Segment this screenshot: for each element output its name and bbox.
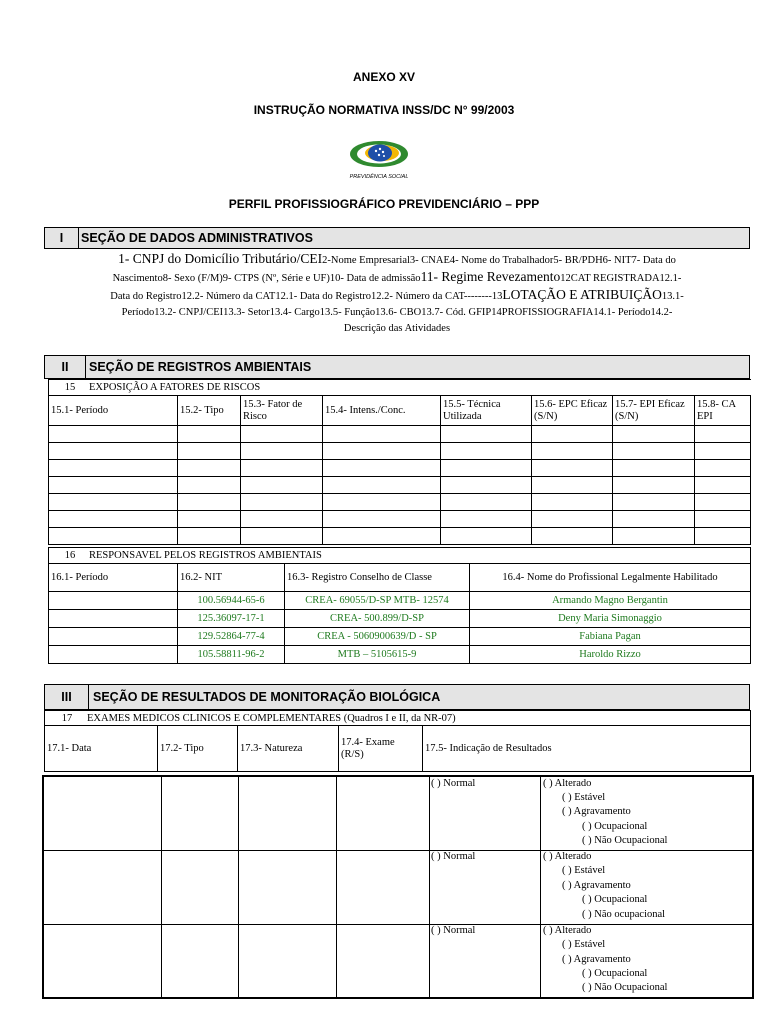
- group-17-row: [45, 711, 751, 726]
- responsible-nome: Deny Maria Simonaggio: [470, 610, 751, 628]
- responsible-row: [49, 592, 751, 610]
- exposure-row: [49, 494, 751, 511]
- col-17-1: 17.1- Data: [45, 726, 158, 772]
- col-15-3: 15.3- Fator de Risco: [241, 396, 323, 426]
- checkbox-normal[interactable]: ( ) Normal: [431, 851, 476, 862]
- col-15-6: 15.6- EPC Eficaz (S/N): [532, 396, 613, 426]
- administrative-fields-text: [44, 251, 750, 337]
- form-title: PERFIL PROFISSIOGRÁFICO PREVIDENCIÁRIO – PPP: [228, 197, 540, 211]
- col-15-7: 15.7- EPI Eficaz (S/N): [613, 396, 695, 426]
- group-16-number: 16: [64, 550, 76, 561]
- previdencia-social-logo: [338, 134, 420, 184]
- admin-fields-line-1: 2-Nome Empresarial3- CNAE4- Nome do Trabalhador5- BR/PDH6- NIT7- Data do: [322, 255, 676, 266]
- col-15-1: 15.1- Período: [49, 396, 178, 426]
- exposure-row: [49, 511, 751, 528]
- admin-fields-line-3-tail: 13.1-: [661, 291, 684, 302]
- exposure-row: [49, 528, 751, 545]
- annex-title: ANEXO XV: [352, 70, 415, 84]
- section-3-title: SEÇÃO DE RESULTADOS DE MONITORAÇÃO BIOLÓGICA: [93, 690, 441, 704]
- checkbox-ocupacional[interactable]: ( ) Ocupacional: [582, 968, 648, 979]
- normative-instruction-title: INSTRUÇÃO NORMATIVA INSS/DC N° 99/2003: [253, 103, 515, 117]
- col-15-4: 15.4- Intens./Conc.: [323, 396, 441, 426]
- checkbox-agravamento[interactable]: ( ) Agravamento: [562, 880, 631, 891]
- col-17-5: 17.5- Indicação de Resultados: [423, 726, 751, 772]
- col-15-8: 15.8- CA EPI: [695, 396, 751, 426]
- admin-field-cnpj: 1- CNPJ do Domicílio Tributário/CEI: [118, 251, 323, 266]
- checkbox-estavel[interactable]: ( ) Estável: [562, 792, 606, 803]
- exposure-header-row: [49, 396, 751, 426]
- checkbox-normal[interactable]: ( ) Normal: [431, 778, 476, 789]
- responsible-registro: CREA - 5060900639/D - SP: [285, 628, 470, 646]
- section-1-header: [44, 227, 750, 249]
- checkbox-normal[interactable]: ( ) Normal: [431, 925, 476, 936]
- exposure-row: [49, 443, 751, 460]
- col-15-2: 15.2- Tipo: [178, 396, 241, 426]
- checkbox-alterado[interactable]: ( ) Alterado: [543, 851, 592, 862]
- admin-fields-line-2: Nascimento8- Sexo (F/M)9- CTPS (Nº, Série e UF)10- Data de admissão: [112, 273, 421, 284]
- admin-field-lotacao: LOTAÇÃO E ATRIBUIÇÃO: [502, 287, 662, 302]
- group-15-row: [49, 380, 751, 396]
- group-17-number: 17: [61, 712, 73, 724]
- checkbox-ocupacional[interactable]: ( ) Ocupacional: [582, 894, 648, 905]
- checkbox-nao-ocupacional[interactable]: ( ) Não Ocupacional: [582, 835, 668, 846]
- group-17-title: EXAMES MEDICOS CLINICOS E COMPLEMENTARES (Quadros I e II, da NR-07): [87, 712, 456, 724]
- admin-fields-line-5: Descrição das Atividades: [343, 323, 451, 334]
- biological-exams-header-table: [44, 710, 751, 772]
- exposure-row: [49, 426, 751, 443]
- section-1-number: I: [45, 228, 79, 248]
- checkbox-nao-ocupacional[interactable]: ( ) Não ocupacional: [582, 909, 666, 920]
- col-15-5: 15.5- Técnica Utilizada: [441, 396, 532, 426]
- col-16-3: 16.3- Registro Conselho de Classe: [285, 564, 470, 592]
- responsible-header-row: [49, 564, 751, 592]
- checkbox-estavel[interactable]: ( ) Estável: [562, 939, 606, 950]
- responsible-nit: 105.58811-96-2: [178, 646, 285, 664]
- col-17-4: 17.4- Exame (R/S): [339, 726, 423, 772]
- checkbox-agravamento[interactable]: ( ) Agravamento: [562, 954, 631, 965]
- environmental-responsible-table: [48, 547, 751, 664]
- checkbox-ocupacional[interactable]: ( ) Ocupacional: [582, 821, 648, 832]
- section-3-number: III: [45, 685, 89, 709]
- col-16-1: 16.1- Período: [49, 564, 178, 592]
- col-16-2: 16.2- NIT: [178, 564, 285, 592]
- responsible-nit: 125.36097-17-1: [178, 610, 285, 628]
- checkbox-agravamento[interactable]: ( ) Agravamento: [562, 806, 631, 817]
- admin-fields-line-3: Data do Registro12.2- Número da CAT12.1- Data do Registro12.2- Número da CAT--------13: [110, 291, 503, 302]
- group-16-row: [49, 548, 751, 564]
- responsible-row: [49, 610, 751, 628]
- section-2-number: II: [45, 356, 86, 378]
- checkbox-alterado[interactable]: ( ) Alterado: [543, 778, 592, 789]
- col-17-3: 17.3- Natureza: [238, 726, 339, 772]
- responsible-nome: Armando Magno Bergantin: [470, 592, 751, 610]
- group-16-title: RESPONSAVEL PELOS REGISTROS AMBIENTAIS: [89, 550, 322, 561]
- col-16-4: 16.4- Nome do Profissional Legalmente Habilitado: [470, 564, 751, 592]
- responsible-nome: Haroldo Rizzo: [470, 646, 751, 664]
- section-2-header: [44, 355, 750, 379]
- section-1-title: SEÇÃO DE DADOS ADMINISTRATIVOS: [81, 231, 313, 245]
- checkbox-nao-ocupacional[interactable]: ( ) Não Ocupacional: [582, 982, 668, 993]
- checkbox-alterado[interactable]: ( ) Alterado: [543, 925, 592, 936]
- exams-header-row: [45, 726, 751, 772]
- responsible-nit: 100.56944-65-6: [178, 592, 285, 610]
- logo-caption: PREVIDÊNCIA SOCIAL: [349, 174, 409, 180]
- responsible-nome: Fabiana Pagan: [470, 628, 751, 646]
- admin-fields-line-4: Período13.2- CNPJ/CEI13.3- Setor13.4- Cargo13.5- Função13.6- CBO13.7- Cód. GFIP14PROFISSIOGRAFIA14.1- Período14.2-: [121, 307, 673, 318]
- responsible-registro: CREA- 69055/D-SP MTB- 12574: [285, 592, 470, 610]
- responsible-row: [49, 628, 751, 646]
- biological-exams-results-table: [42, 775, 754, 999]
- section-2-title: SEÇÃO DE REGISTROS AMBIENTAIS: [89, 360, 312, 374]
- exposure-row: [49, 460, 751, 477]
- col-17-2: 17.2- Tipo: [158, 726, 238, 772]
- exposure-row: [49, 477, 751, 494]
- group-15-number: 15: [64, 382, 76, 393]
- group-15-title: EXPOSIÇÃO A FATORES DE RISCOS: [89, 382, 261, 393]
- responsible-registro: CREA- 500.899/D-SP: [285, 610, 470, 628]
- section-3-header: [44, 684, 750, 710]
- admin-fields-line-2-tail: 12CAT REGISTRADA12.1-: [560, 273, 682, 284]
- checkbox-estavel[interactable]: ( ) Estável: [562, 865, 606, 876]
- responsible-row: [49, 646, 751, 664]
- responsible-registro: MTB – 5105615-9: [285, 646, 470, 664]
- admin-field-regime: 11- Regime Revezamento: [420, 269, 561, 284]
- exposure-risk-table: [48, 379, 751, 545]
- responsible-nit: 129.52864-77-4: [178, 628, 285, 646]
